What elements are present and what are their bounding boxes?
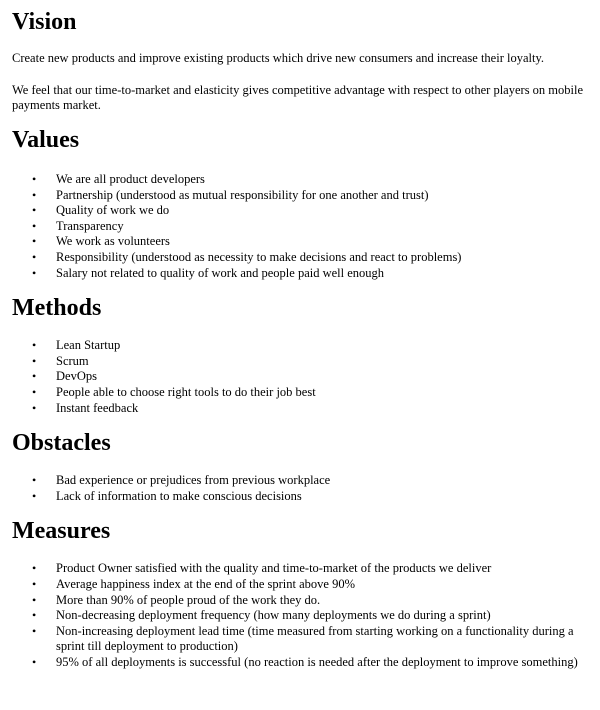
values-list xyxy=(12,172,588,281)
list-item: • Non-decreasing deployment frequency (how many deployments we do during a sprint) xyxy=(12,608,588,624)
list-item: • Lack of information to make conscious decisions xyxy=(12,489,588,505)
list-item: • Bad experience or prejudices from previous workplace xyxy=(12,473,588,489)
values-heading: Values xyxy=(12,127,80,153)
list-item: • Transparency xyxy=(12,219,588,235)
list-item: • We work as volunteers xyxy=(12,234,588,250)
methods-list xyxy=(12,338,588,416)
obstacles-list xyxy=(12,473,588,504)
measures-list xyxy=(12,561,588,670)
vision-paragraph: Create new products and improve existing products which drive new consumers and increase their loyalty. xyxy=(12,51,545,65)
document-page xyxy=(12,0,588,670)
list-item: • Partnership (understood as mutual responsibility for one another and trust) xyxy=(12,188,588,204)
list-item: • Responsibility (understood as necessity to make decisions and react to problems) xyxy=(12,250,588,266)
obstacles-heading: Obstacles xyxy=(12,430,111,457)
measures-heading: Measures xyxy=(12,518,111,545)
list-item: • 95% of all deployments is successful (no reaction is needed after the deployment to improve something) xyxy=(12,655,588,671)
vision-paragraph: We feel that our time-to-market and elasticity gives competitive advantage with respect to other players on mobile payments market. xyxy=(12,83,584,112)
list-item: • Product Owner satisfied with the quality and time-to-market of the products we deliver xyxy=(12,561,588,577)
list-item: • Salary not related to quality of work and people paid well enough xyxy=(12,266,588,282)
list-item: • Scrum xyxy=(12,354,588,370)
list-item: • Instant feedback xyxy=(12,401,588,417)
list-item: • Average happiness index at the end of the sprint above 90% xyxy=(12,577,588,593)
list-item: • More than 90% of people proud of the work they do. xyxy=(12,593,588,609)
methods-heading: Methods xyxy=(12,295,102,322)
list-item: • Quality of work we do xyxy=(12,203,588,219)
vision-heading: Vision xyxy=(12,9,77,35)
list-item: • DevOps xyxy=(12,369,588,385)
list-item: • People able to choose right tools to do their job best xyxy=(12,385,588,401)
list-item: • We are all product developers xyxy=(12,172,588,188)
list-item: • Non-increasing deployment lead time (time measured from starting working on a functionality during a sprint till deployment to production) xyxy=(12,624,588,655)
list-item: • Lean Startup xyxy=(12,338,588,354)
